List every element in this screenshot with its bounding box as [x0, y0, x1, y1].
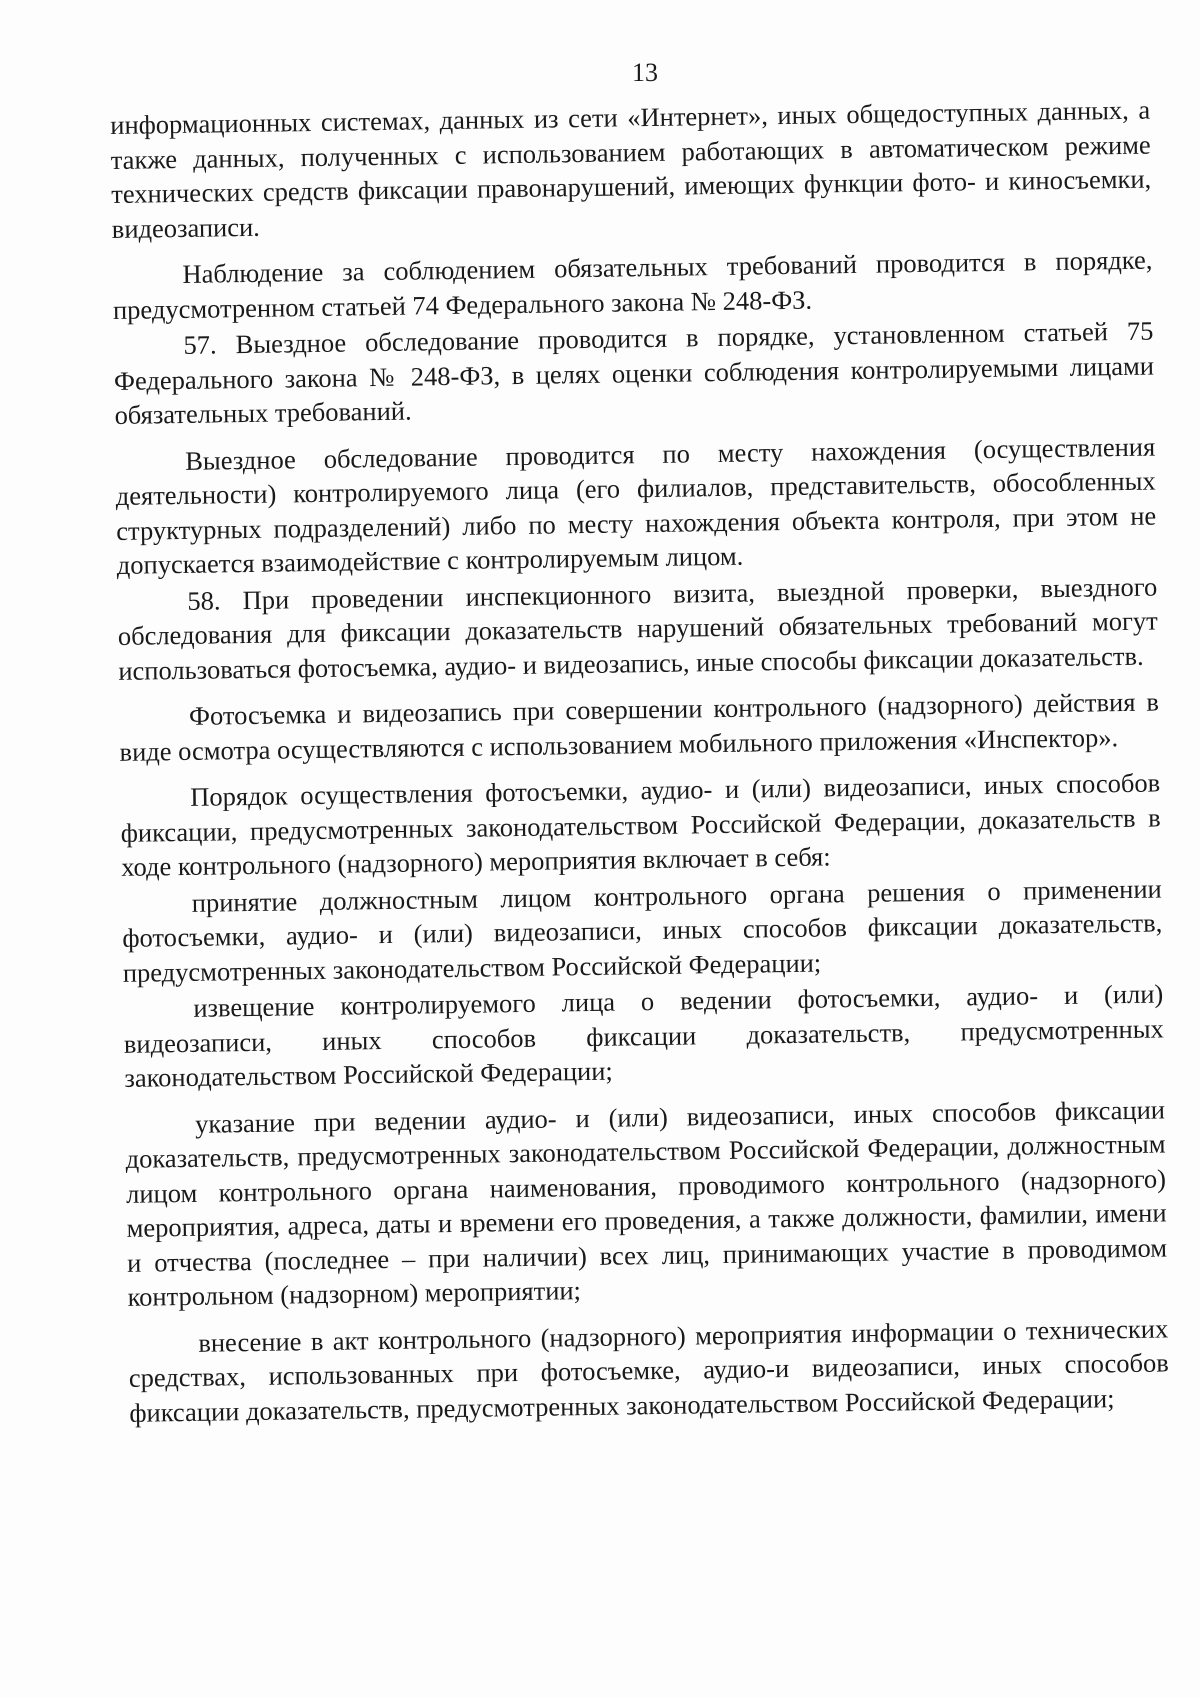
list-item-act-entry: внесение в акт контрольного (надзорного) мероприятия информации о технических средствах, использованных при фотосъемке, аудио-и видеозаписи, иных способов фиксации доказательств, предусмотренных законодательством Российской Федерации; — [128, 1312, 1169, 1428]
document-body — [110, 93, 1170, 1432]
paragraph-continuation: информационных системах, данных из сети «Интернет», иных общедоступных данных, а также данных, полученных с использованием работающих в автоматическом режиме технических средств фиксации правонарушений, имеющих функции фото- и киносъемки, видеозаписи. — [110, 94, 1152, 244]
list-item-notification: извещение контролируемого лица о ведении фотосъемки, аудио- и (или) видеозаписи, иных способов фиксации доказательств, предусмотренных законодательством Российской Федерации; — [123, 978, 1164, 1093]
list-item-indication: указание при ведении аудио- и (или) видеозаписи, иных способов фиксации доказательств, предусмотренных законодательством Российской Федерации, должностным лицом контрольного органа наименования, проводимого контрольного (надзорного) мероприятия, адреса, даты и времени его проведения, а также должности, фамилии, имени и отчества (последнее – при наличии) всех лиц, принимающих участие в проводимом контрольном (надзорном) мероприятии; — [125, 1093, 1168, 1312]
paragraph-procedure: Порядок осуществления фотосъемки, аудио- и (или) видеозаписи, иных способов фиксации, предусмотренных законодательством Российской Федерации, доказательств в ходе контрольного (надзорного) мероприятия включает в себя: — [120, 767, 1161, 882]
paragraph-58: 58. При проведении инспекционного визита, выездной проверки, выездного обследования для фиксации доказательств нарушений обязательных требований могут использоваться фотосъемка, аудио- и видеозапись, иные способы фиксации доказательств. — [117, 571, 1158, 686]
paragraph-photo-video: Фотосъемка и видеозапись при совершении контрольного (надзорного) действия в виде осмотра осуществляются с использованием мобильного приложения «Инспектор». — [119, 686, 1160, 767]
paragraph-onsite-survey: Выездное обследование проводится по месту нахождения (осуществления деятельности) контролируемого лица (его филиалов, представительств, обособленных структурных подразделений) либо по месту нахождения объекта контроля, при этом не допускается взаимодействие с контролируемым лицом. — [115, 431, 1157, 580]
list-item-decision: принятие должностным лицом контрольного органа решения о применении фотосъемки, аудио- и (или) видеозаписи, иных способов фиксации доказательств, предусмотренных законодательством Российской Федерации; — [122, 872, 1163, 988]
page-number: 13 — [632, 58, 658, 87]
paragraph-monitoring: Наблюдение за соблюдением обязательных требований проводится в порядке, предусмотренном статьей 74 Федерального закона № 248-ФЗ. — [112, 244, 1153, 325]
paragraph-57: 57. Выездное обследование проводится в порядке, установленном статьей 75 Федерального закона № 248-ФЗ, в целях оценки соблюдения контролируемыми лицами обязательных требований. — [113, 315, 1155, 430]
